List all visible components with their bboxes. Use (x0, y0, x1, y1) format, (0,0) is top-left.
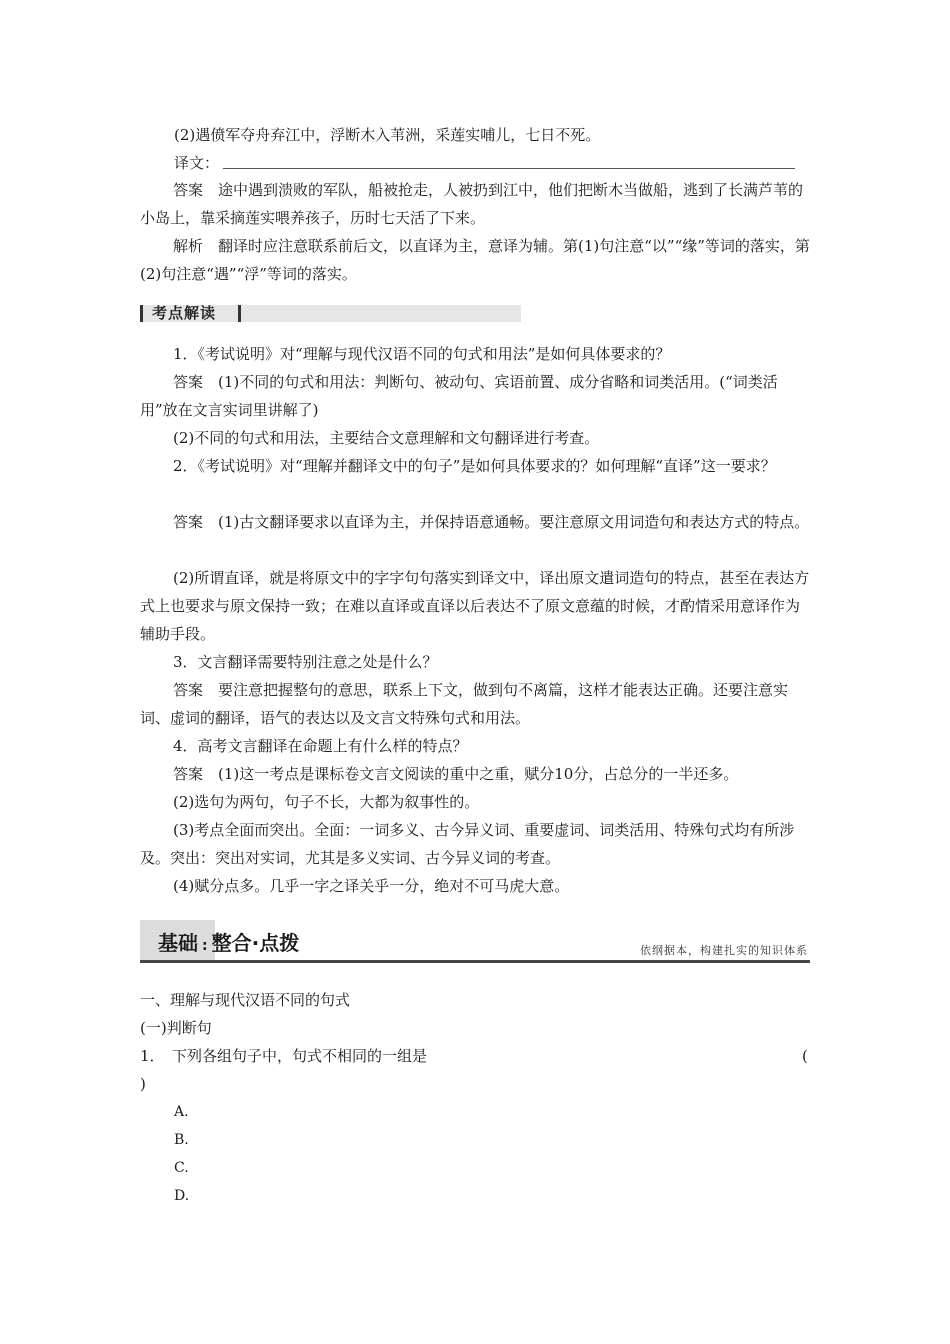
option-d[interactable]: D. (174, 1188, 190, 1204)
jichu-title-separator: : (202, 938, 208, 954)
exercise-question: 1． 下列各组句子中，句式不相同的一组是 (140, 1047, 428, 1065)
question-4: 4．高考文言翻译在命题上有什么样的特点？ (173, 737, 468, 755)
jichu-title-sub: 整合·点拨 (211, 931, 300, 955)
option-a[interactable]: A. (174, 1104, 189, 1120)
question-3: 3．文言翻译需要特别注意之处是什么？ (173, 653, 438, 671)
kaodian-right-bar (238, 305, 241, 322)
answer-4-part-4: (4)赋分点多。几乎一字之译关乎一分，绝对不可马虎大意。 (173, 877, 570, 895)
jichu-header (140, 920, 810, 968)
jichu-title (158, 931, 299, 958)
kaodian-left-bar (140, 305, 143, 322)
answer-1-part-2: (2)不同的句式和用法，主要结合文意理解和文句翻译进行考查。 (173, 429, 600, 447)
option-b[interactable]: B. (174, 1132, 189, 1148)
question-2: 2．《考试说明》对“理解并翻译文中的句子”是如何具体要求的？如何理解“直译”这一要求？ (173, 457, 776, 475)
jichu-title-main: 基础 (158, 931, 198, 955)
answer-4-part-1: 答案 (1)这一考点是课标卷文言文阅读的重中之重，赋分10分，占总分的一半还多。 (173, 765, 739, 783)
jichu-underline (140, 960, 810, 963)
translation-blank[interactable] (223, 168, 795, 169)
kaodian-header (140, 305, 521, 322)
question-1: 1．《考试说明》对“理解与现代汉语不同的句式和用法”是如何具体要求的？ (173, 345, 671, 363)
answer-paragraph: 答案 途中遇到溃败的军队，船被抢走，人被扔到江中，他们把断木当做船，逃到了长满芦苇的小岛上，靠采摘莲实喂养孩子，历时七天活了下来。 (140, 181, 804, 227)
sentence-2: (2)遇偾军夺舟弃江中，浮断木入苇洲，采莲实哺儿，七日不死。 (174, 126, 601, 144)
answer-paren-open: ( (802, 1047, 808, 1065)
jichu-subtitle: 依纲据本，构建扎实的知识体系 (640, 944, 808, 957)
subsection-heading: (一)判断句 (140, 1019, 212, 1037)
answer-2-part-1: 答案 (1)古文翻译要求以直译为主，并保持语意通畅。要注意原文用词造句和表达方式的特点。 (173, 513, 810, 531)
translation-label: 译文： (174, 154, 220, 172)
analysis-paragraph: 解析 翻译时应注意联系前后文，以直译为主，意译为辅。第(1)句注意“以”“缘”等词的落实，第(2)句注意“遇”“浮”等词的落实。 (140, 237, 810, 283)
answer-2-part-2: (2)所谓直译，就是将原文中的字字句句落实到译文中，译出原文遣词造句的特点，甚至在表达方式上也要求与原文保持一致；在难以直译或直译以后表达不了原文意蕴的时候，才酌情采用意译作为辅助手段。 (140, 569, 810, 643)
answer-3: 答案 要注意把握整句的意思，联系上下文，做到句不离篇，这样才能表达正确。还要注意实词、虚词的翻译，语气的表达以及文言文特殊句式和用法。 (140, 681, 789, 727)
answer-paren-close: ) (140, 1075, 146, 1093)
answer-1-part-1: 答案 (1)不同的句式和用法：判断句、被动句、宾语前置、成分省略和词类活用。(“词类活用”放在文言实词里讲解了) (140, 373, 778, 419)
answer-4-part-2: (2)选句为两句，句子不长，大都为叙事性的。 (173, 793, 480, 811)
option-c[interactable]: C. (174, 1160, 189, 1176)
answer-4-part-3: (3)考点全面而突出。全面：一词多义、古今异义词、重要虚词、词类活用、特殊句式均有所涉及。突出：突出对实词，尤其是多义实词、古今异义词的考查。 (140, 821, 795, 867)
section-heading: 一、理解与现代汉语不同的句式 (140, 991, 351, 1009)
kaodian-title: 考点解读 (152, 304, 217, 322)
